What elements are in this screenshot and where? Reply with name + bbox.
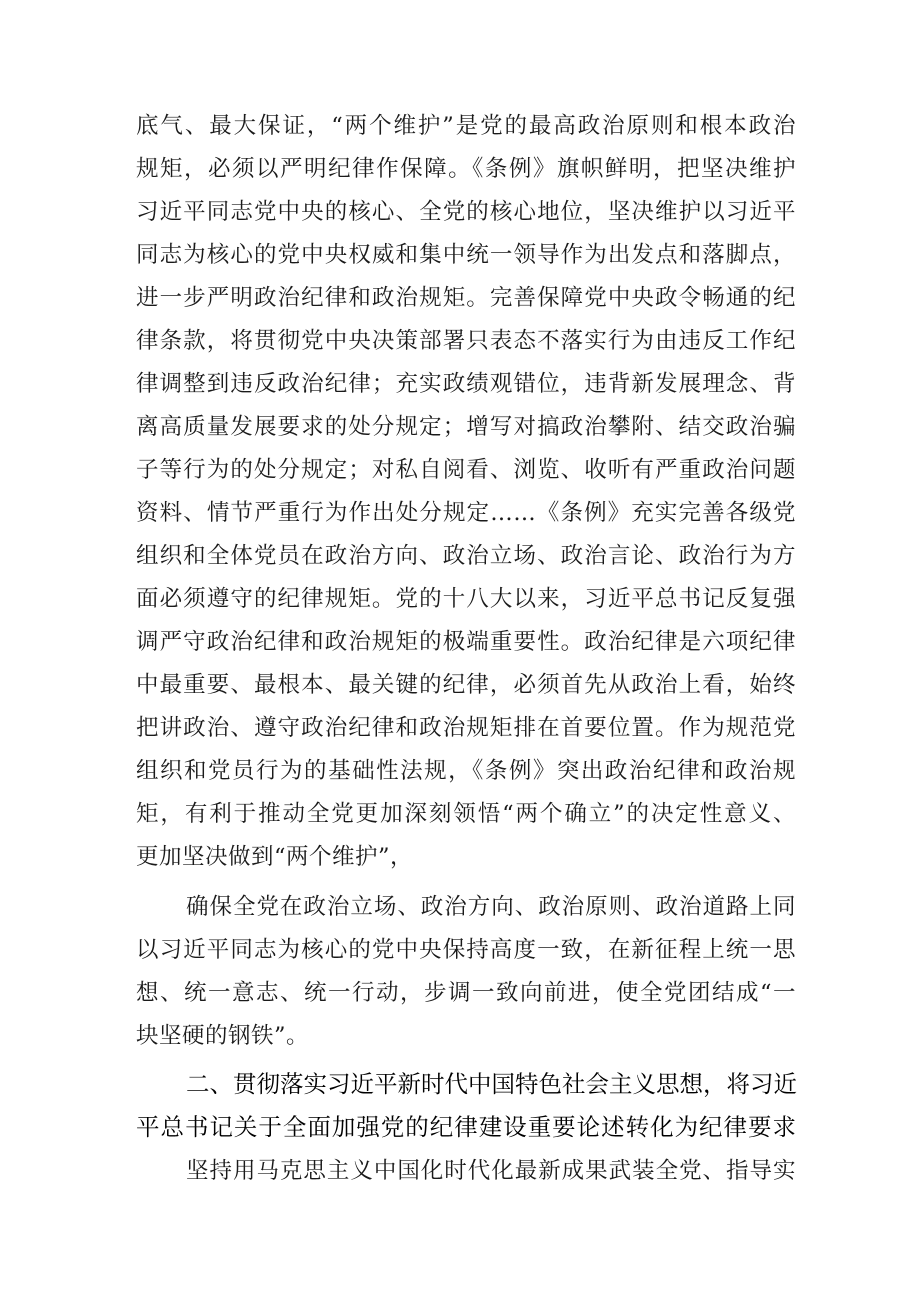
text-line: 进一步严明政治纪律和政治规矩。完善保障党中央政令畅通的纪 [136, 285, 796, 311]
text-line: 组织和全体党员在政治方向、政治立场、政治言论、政治行为方 [136, 543, 796, 569]
text-line: 习近平同志党中央的核心、全党的核心地位，坚决维护以习近平 [136, 199, 796, 225]
text-line: 子等行为的处分规定；对私自阅看、浏览、收听有严重政治问题 [136, 457, 796, 483]
text-line: 面必须遵守的纪律规矩。党的十八大以来，习近平总书记反复强 [136, 586, 796, 612]
text-line: 离高质量发展要求的处分规定；增写对搞政治攀附、结交政治骗 [136, 414, 796, 440]
text-line: 确保全党在政治立场、政治方向、政治原则、政治道路上同 [186, 894, 796, 920]
text-line: 规矩，必须以严明纪律作保障。《条例》旗帜鲜明，把坚决维护 [136, 156, 796, 182]
text-line: 把讲政治、遵守政治纪律和政治规矩排在首要位置。作为规范党 [136, 715, 796, 741]
text-line: 底气、最大保证，“两个维护”是党的最高政治原则和根本政治 [136, 113, 796, 139]
text-line: 坚持用马克思主义中国化时代化最新成果武装全党、指导实 [186, 1158, 796, 1184]
heading-line: 平总书记关于全面加强党的纪律建设重要论述转化为纪律要求 [136, 1113, 796, 1141]
text-line: 想、统一意志、统一行动，步调一致向前进，使全党团结成“一 [136, 980, 796, 1006]
text-line: 律条款，将贯彻党中央决策部署只表态不落实行为由违反工作纪 [136, 328, 796, 354]
text-line: 组织和党员行为的基础性法规，《条例》突出政治纪律和政治规 [136, 758, 796, 784]
text-line: 律调整到违反政治纪律；充实政绩观错位，违背新发展理念、背 [136, 371, 796, 397]
text-line: 调严守政治纪律和政治规矩的极端重要性。政治纪律是六项纪律 [136, 629, 796, 655]
text-line: 以习近平同志为核心的党中央保持高度一致，在新征程上统一思 [136, 937, 796, 963]
heading-line: 二、贯彻落实习近平新时代中国特色社会主义思想，将习近 [186, 1070, 797, 1098]
text-line: 矩，有利于推动全党更加深刻领悟“两个确立”的决定性意义、 [136, 801, 796, 827]
text-line: 块坚硬的钢铁”。 [136, 1023, 310, 1049]
text-line: 更加坚决做到“两个维护”， [136, 844, 414, 870]
text-line: 资料、情节严重行为作出处分规定……《条例》充实完善各级党 [136, 500, 796, 526]
text-line: 同志为核心的党中央权威和集中统一领导作为出发点和落脚点， [136, 242, 796, 268]
text-line: 中最重要、最根本、最关键的纪律，必须首先从政治上看，始终 [136, 672, 796, 698]
